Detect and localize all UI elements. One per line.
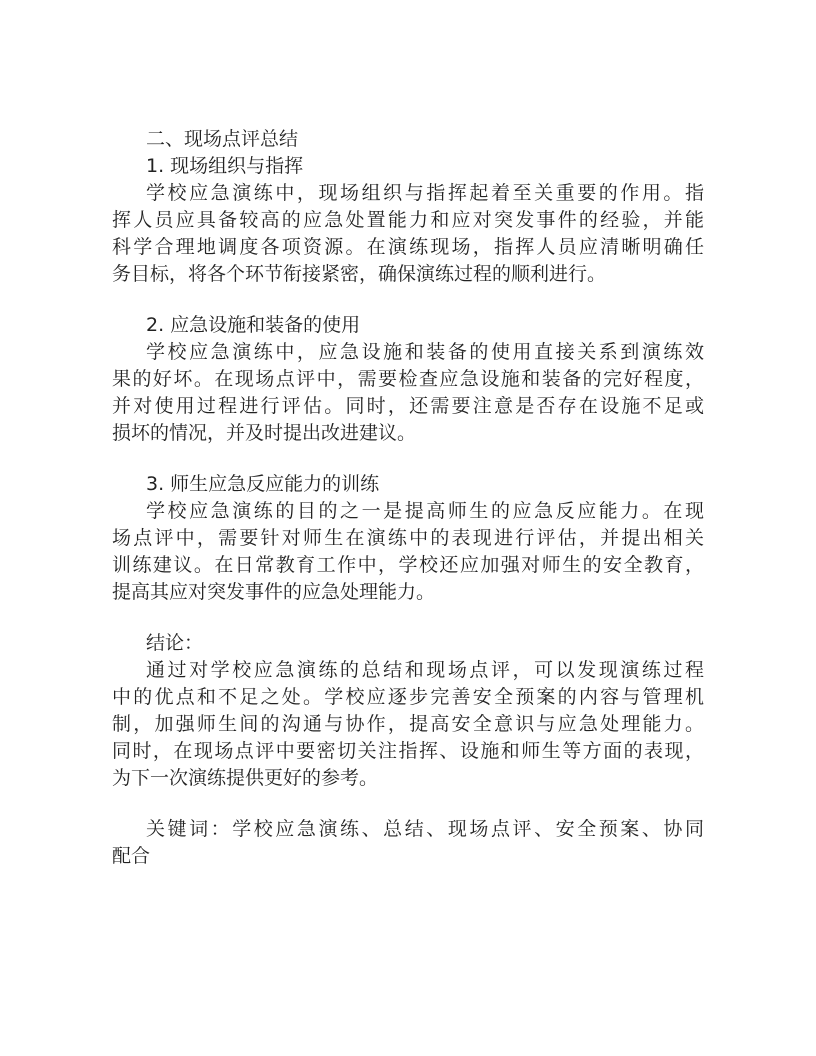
text-line: 1. 现场组织与指挥 [146,155,304,177]
section [112,126,704,288]
section [112,312,704,447]
section [112,630,704,792]
text-line: 通过对学校应急演练的总结和现场点评，可以发现演练过程 [146,659,704,681]
document-body [112,126,704,870]
text-line: 同时，在现场点评中要密切关注指挥、设施和师生等方面的表现， [112,740,704,762]
text-line: 场点评中，需要针对师生在演练中的表现进行评估，并提出相关 [112,527,704,549]
text-line: 损坏的情况，并及时提出改进建议。 [112,422,417,444]
text-line: 为下一次演练提供更好的参考。 [112,767,379,789]
text-line: 学校应急演练中，现场组织与指挥起着至关重要的作用。指 [146,182,704,204]
text-line: 制，加强师生间的沟通与协作，提高安全意识与应急处理能力。 [112,713,704,735]
text-line: 科学合理地调度各项资源。在演练现场，指挥人员应清晰明确任 [112,236,704,258]
text-line: 并对使用过程进行评估。同时，还需要注意是否存在设施不足或 [112,395,704,417]
paragraph-gap [112,792,704,816]
section [112,471,704,606]
text-line: 提高其应对突发事件的应急处理能力。 [112,581,436,603]
text-line: 关键词：学校应急演练、总结、现场点评、安全预案、协同 [146,818,704,840]
section-heading: 3. 师生应急反应能力的训练 [146,473,380,495]
section [112,816,704,870]
text-line: 学校应急演练中，应急设施和装备的使用直接关系到演练效 [146,341,704,363]
text-line: 训练建议。在日常教育工作中，学校还应加强对师生的安全教育， [112,554,704,576]
text-line: 学校应急演练的目的之一是提高师生的应急反应能力。在现 [146,500,704,522]
paragraph-gap [112,606,704,630]
paragraph-gap [112,447,704,471]
paragraph-gap [112,288,704,312]
text-line: 配合 [112,845,151,867]
text-line: 务目标，将各个环节衔接紧密，确保演练过程的顺利进行。 [112,263,607,285]
section-heading: 二、现场点评总结 [146,128,299,150]
section-heading: 结论： [146,632,204,654]
text-line: 挥人员应具备较高的应急处置能力和应对突发事件的经验，并能 [112,209,704,231]
text-line: 中的优点和不足之处。学校应逐步完善安全预案的内容与管理机 [112,686,704,708]
text-line: 果的好坏。在现场点评中，需要检查应急设施和装备的完好程度， [112,368,704,390]
section-heading: 2. 应急设施和装备的使用 [146,314,361,336]
